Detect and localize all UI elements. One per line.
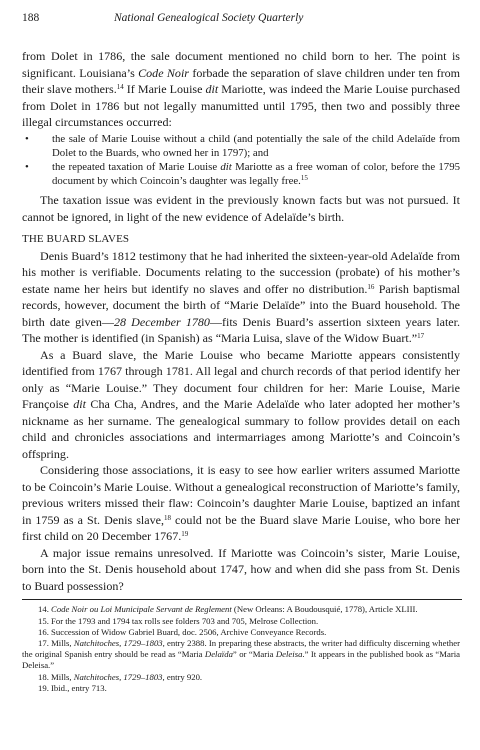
footnote-text: Succession of Widow Gabriel Buard, doc. 2506, Archive Conveyance Records. [51, 626, 327, 637]
italic-title: Natchitoches, 1729–1803 [73, 637, 163, 648]
footnote-ref: 16 [367, 282, 375, 291]
footnote-text: Mills, [51, 671, 74, 682]
footnote-text: Mills, [51, 637, 74, 648]
footnote-divider [22, 599, 462, 600]
italic-term: dit [73, 397, 86, 412]
footnote-15 [22, 616, 460, 627]
footnote-ref: 18 [164, 513, 172, 522]
paragraph-continuation [22, 48, 460, 131]
italic-title: Code Noir [138, 65, 189, 80]
footnote-text: , entry 2388. In preparing these abstracts, the writer had difficulty discerning whether the original Spanish entry should be read as “Maria [22, 637, 460, 660]
italic-term: dit [220, 160, 232, 173]
footnote-text: , entry 920. [162, 671, 203, 682]
text-run: Cha Cha, Andres, and the Marie Adelaïde who later adopted her mother’s nickname as her surname. The genealogical summary to follow provides detail on each child and chronicles associations and intermarriages among Mariotte’s and Coincoin’s offspring. [22, 397, 460, 461]
list-item-text: the repeated taxation of Marie Louise [52, 160, 221, 173]
text-run: Considering those associations, it is easy to see how earlier writers assumed Mariotte to be Coincoin’s Marie Louise. Without a genealogical reconstruction of Mariotte’s family, previous writers missed their flaw: Coincoin’s daughter Marie Louise, baptized an infant in 1759 as a St. Denis slave, [22, 463, 460, 527]
footnote-number: 19. [38, 682, 49, 693]
running-header [22, 12, 460, 34]
italic-term: Delaïda [204, 649, 233, 660]
list-item-text: the sale of Marie Louise without a child (and potentially the sale of the child Adelaïde from Dolet to the Buards, who owned her in 1797); and [52, 132, 460, 159]
list-item [22, 160, 460, 188]
footnote-17 [22, 638, 460, 672]
footnote-ref: 17 [417, 332, 425, 341]
footnote-number: 17. [38, 637, 49, 648]
text-run: could not be the Buard slave Marie Louise, who bore her first child on 20 December 1767. [22, 512, 460, 544]
page-number: 188 [22, 12, 40, 24]
article-body [22, 48, 460, 594]
italic-title: Code Noir ou Loi Municipale Servant de Reglement [51, 604, 232, 615]
footnote-text: .” It appears in the published book as “Maria Deleisa.” [22, 649, 460, 671]
paragraph [22, 462, 460, 545]
footnote-number: 16. [38, 626, 49, 637]
footnote-14 [22, 604, 460, 615]
italic-date: 28 December 1780 [113, 314, 210, 329]
footnote-number: 15. [38, 615, 49, 626]
text-run: Parish baptismal records, however, document the birth of “Marie Delaïde” into the Buard household. The birth date given— [22, 281, 461, 329]
paragraph [22, 347, 460, 463]
list-item [22, 132, 460, 160]
journal-title: National Genealogical Society Quarterly [114, 12, 304, 24]
footnotes [22, 604, 460, 694]
paragraph [22, 248, 460, 347]
footnote-18 [22, 672, 460, 683]
italic-title: Natchitoches, 1729–1803 [73, 671, 163, 682]
footnote-text: Ibid., entry 713. [51, 682, 107, 693]
text-run: As a Buard slave, the Marie Louise who became Mariotte appears consistently identified from 1767 through 1781. All legal and church records of that period identify her only as “Marie Louise.” They document four children for her: Marie Louise, Marie Françoise [22, 347, 460, 412]
footnote-text: ” or “Maria [232, 649, 276, 660]
bullet-list [22, 132, 460, 189]
text-run: If Marie Louise [123, 82, 206, 96]
footnote-number: 18. [38, 671, 49, 682]
text-run: Denis Buard’s 1812 testimony that he had inherited the sixteen-year-old Adelaïde from his mother is verifiable. Documents relating to the succession (probate) of his mother’s estate name her heirs but identify no slaves and offer no distribution. [22, 248, 460, 296]
text-run: forbade the separation of slave children under ten from their slave mothers. [22, 65, 460, 96]
text-run: from Dolet in 1786, the sale document mentioned no child born to her. The point is significant. Louisiana’s [22, 49, 460, 80]
footnote-ref: 19 [181, 530, 189, 539]
bullet-marker: • [25, 160, 29, 173]
section-heading: THE BUARD SLAVES [22, 233, 130, 246]
footnote-text: For the 1793 and 1794 tax rolls see folders 703 and 705, Melrose Collection. [51, 615, 319, 626]
list-item-text: Mariotte as a free woman of color, before the 1795 document by which Coincoin’s daughter was legally free. [52, 160, 460, 188]
paragraph: The taxation issue was evident in the previously known facts but was not pursued. It cannot be ignored, in light of the new evidence of Adelaïde’s birth. [22, 193, 460, 224]
text-run: Mariotte, was indeed the Marie Louise purchased from Dolet in 1786 but not legally manumitted until 1795, then two and possibly three illegal circumstances occurred: [22, 82, 460, 129]
footnote-16 [22, 627, 460, 638]
footnote-ref: 15 [300, 174, 308, 183]
footnote-19 [22, 683, 460, 694]
bullet-marker: • [25, 132, 29, 145]
footnote-text: (New Orleans: A Boudousquié, 1778), Article XLIII. [231, 604, 418, 615]
italic-term: Deleisa [275, 649, 303, 660]
footnote-number: 14. [38, 604, 49, 615]
text-run: —fits Denis Buard’s assertion sixteen years later. The mother is identified (in Spanish) as “Maria Luisa, slave of the Widow Buart.” [22, 314, 461, 346]
footnote-ref: 14 [116, 83, 124, 91]
paragraph: A major issue remains unresolved. If Mariotte was Coincoin’s sister, Marie Louise, born into the St. Denis household about 1747, how and when did she pass from St. Denis to Buard possession? [22, 545, 460, 593]
italic-term: dit [205, 82, 219, 96]
